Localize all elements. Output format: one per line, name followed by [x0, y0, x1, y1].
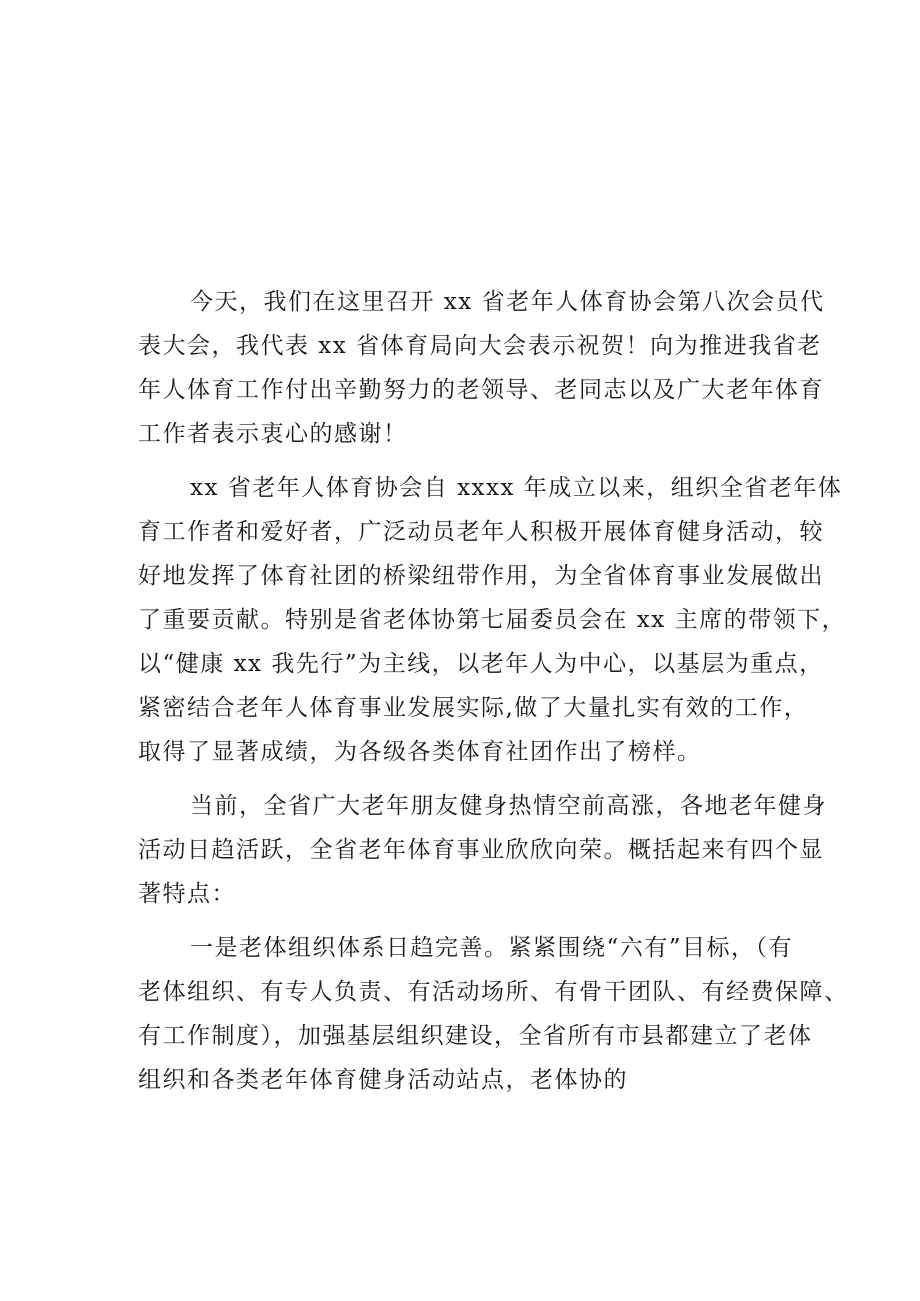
paragraph-history [138, 466, 847, 774]
paragraph-feature-one [138, 926, 849, 1102]
text-line: 有工作制度），加强基层组织建设，全省所有市县都建立了老体 [138, 1023, 813, 1049]
text-line: 年人体育工作付出辛勤努力的老领导、老同志以及广大老年体育 [138, 377, 824, 403]
text-line: 取得了显著成绩，为各级各类体育社团作出了榜样。 [138, 739, 702, 765]
text-line: 以“健康 xx 我先行”为主线，以老年人为中心，以基层为重点， [138, 651, 824, 677]
document-body [138, 280, 849, 1112]
text-line: 紧密结合老年人体育事业发展实际,做了大量扎实有效的工作， [138, 695, 809, 721]
text-line: 表大会，我代表 xx 省体育局向大会表示祝贺！向为推进我省老 [138, 333, 822, 359]
text-line: 著特点： [138, 881, 236, 907]
text-line: 好地发挥了体育社团的桥梁纽带作用，为全省体育事业发展做出 [138, 563, 824, 589]
text-line: 组织和各类老年体育健身活动站点，老体协的 [138, 1067, 628, 1093]
paragraph-current-situation [138, 784, 827, 916]
paragraph-greeting [138, 280, 825, 456]
text-line: 活动日趋活跃，全省老年体育事业欣欣向荣。概括起来有四个显 [138, 837, 824, 863]
text-line: 一是老体组织体系日趋完善。紧紧围绕“六有”目标，（有 [190, 935, 794, 961]
text-line: 老体组织、有专人负责、有活动场所、有骨干团队、有经费保障、 [138, 979, 849, 1005]
text-line: 了重要贡献。特别是省老体协第七届委员会在 xx 主席的带领下， [138, 607, 847, 633]
text-line: 当前，全省广大老年朋友健身热情空前高涨，各地老年健身 [190, 793, 827, 819]
text-line: 工作者表示衷心的感谢！ [138, 421, 408, 447]
text-line: xx 省老年人体育协会自 xxxx 年成立以来，组织全省老年体 [190, 475, 843, 501]
text-line: 育工作者和爱好者，广泛动员老年人积极开展体育健身活动，较 [138, 519, 824, 545]
text-line: 今天，我们在这里召开 xx 省老年人体育协会第八次会员代 [190, 289, 825, 315]
